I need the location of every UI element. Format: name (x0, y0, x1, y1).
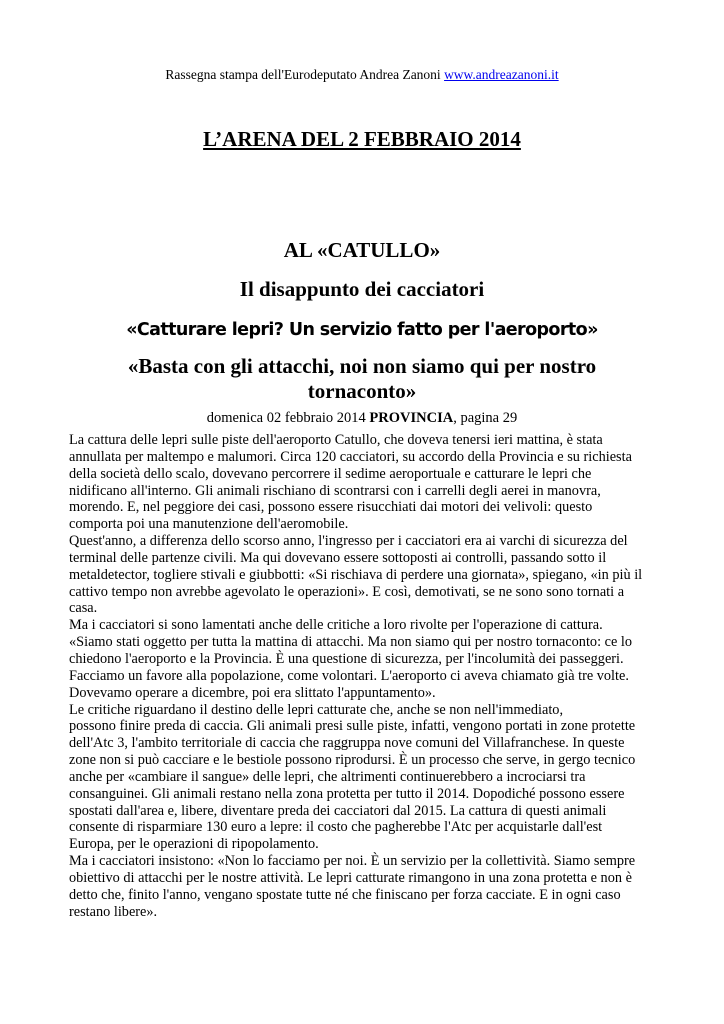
article-body-line: dell'Atc 3, l'ambito territoriale di caccia che raggruppa nove comuni del Villafranchese. In queste (69, 735, 625, 752)
article-body-line: restano libere». (69, 903, 158, 920)
article-body-line: spostati dall'area e, libere, diventare preda dei cacciatori dal 2015. La cattura di questi animali (69, 802, 607, 819)
dateline-page: , pagina 29 (453, 410, 518, 426)
article-dateline (0, 409, 724, 427)
article-body-line: La cattura delle lepri sulle piste dell'aeroporto Catullo, che doveva tenersi ieri mattina, è stata (69, 432, 603, 448)
dateline-date: domenica 02 febbraio 2014 (206, 410, 370, 426)
press-review-header (0, 67, 724, 83)
article-body-line: metaldetector, togliere stivali e giubbotti: «Si rischiava di perdere una giornata», spiegano, «in più il (69, 566, 643, 583)
article-body-line: Europa, per le operazioni di ripopolamento. (69, 836, 319, 853)
article-body-line: Le critiche riguardano il destino delle lepri catturate che, anche se non nell'immediato, (69, 701, 564, 718)
article-body-line: detto che, finito l'anno, vengano spostate tutte né che finiscano per forza cacciate. E in ogni caso (69, 886, 621, 903)
article-body-line: consente di risparmiare 130 euro a lepre: il costo che pagherebbe l'Atc per acquistarle dall'est (69, 819, 603, 836)
source-title (0, 126, 724, 152)
article-body-line: morendo. E, nel peggiore dei casi, possono essere risucchiati dai motori dei velivoli: questo (69, 499, 593, 516)
article-body-line: casa. (69, 600, 98, 617)
article-body-line: Ma i cacciatori insistono: «Non lo facciamo per noi. È un servizio per la collettività. Siamo sempre (69, 853, 636, 870)
article-body-line: annullata per maltempo e malumori. Circa 120 cacciatori, su accordo della Provincia e su richiesta (69, 448, 632, 465)
article-body-line: chiedono l'aeroporto e la Provincia. È una questione di sicurezza, per l'incolumità dei passeggeri. (69, 650, 624, 667)
article-body-line: terminal delle partenze civili. Ma qui dovevano essere sottoposti ai controlli, passando sotto il (69, 549, 607, 566)
article-body-line: comporta poi una manutenzione dell'aeromobile. (69, 516, 349, 533)
article-quote-headline: «Basta con gli attacchi, noi non siamo qui per nostro tornaconto» (127, 354, 597, 403)
article-body-line: zone non si può cacciare e le bestiole possono riprodursi. È un processo che serve, in gergo tecnico (69, 752, 636, 769)
article-body-line: Facciamo un favore alla popolazione, come volontari. L'aeroporto ci aveva chiamato già tre volte. (69, 667, 629, 684)
article-body-line: «Siamo stati oggetto per tutta la mattina di attacchi. Ma non siamo qui per nostro tornaconto: ce lo (69, 634, 633, 651)
article-body-line: della società dello scalo, dovevano percorrere il sedime aeroportuale e catturare le lepri che (69, 465, 592, 482)
article-body-line: obiettivo di attacchi per le nostre attività. Le lepri catturate rimangono in una zona protetta e non è (69, 869, 632, 886)
article-body (69, 432, 659, 920)
source-title-text: L’ARENA DEL 2 FEBBRAIO 2014 (203, 127, 521, 151)
article-kicker: AL «CATULLO» (283, 238, 441, 262)
article-subhead: «Catturare lepri? Un servizio fatto per l'aeroporto» (126, 320, 598, 340)
article-body-line: cattivo tempo non avrebbe agevolato le operazioni». E così, demotivati, se ne sono sono tornati a (69, 583, 625, 600)
article-body-line: Dovevamo operare a dicembre, poi era slittato l'appuntamento». (69, 684, 436, 701)
dateline-section: PROVINCIA (369, 410, 454, 426)
article-body-line: Quest'anno, a differenza dello scorso anno, l'ingresso per i cacciatori era ai varchi di sicurezza del (69, 533, 628, 550)
header-text: Rassegna stampa dell'Eurodeputato Andrea Zanoni (165, 67, 445, 82)
website-link[interactable]: www.andreazanoni.it (444, 67, 559, 82)
article-body-line: nidificano all'interno. Gli animali rischiano di scontrarsi con i carrelli degli aerei in manovra, (69, 482, 601, 499)
article-body-line: Ma i cacciatori si sono lamentati anche delle critiche a loro rivolte per l'operazione di cattura. (69, 617, 603, 634)
article-body-line: anche per «cambiare il sangue» delle lepri, che altrimenti continuerebbero a incrociarsi tra (69, 768, 586, 785)
article-body-line: consanguinei. Gli animali restano nella zona protetta per tutto il 2014. Dopodiché possono essere (69, 785, 625, 802)
article-body-line: possono finire preda di caccia. Gli animali presi sulle piste, infatti, vengono portati in zone protette (69, 718, 636, 735)
article-headline: Il disappunto dei cacciatori (239, 277, 485, 301)
